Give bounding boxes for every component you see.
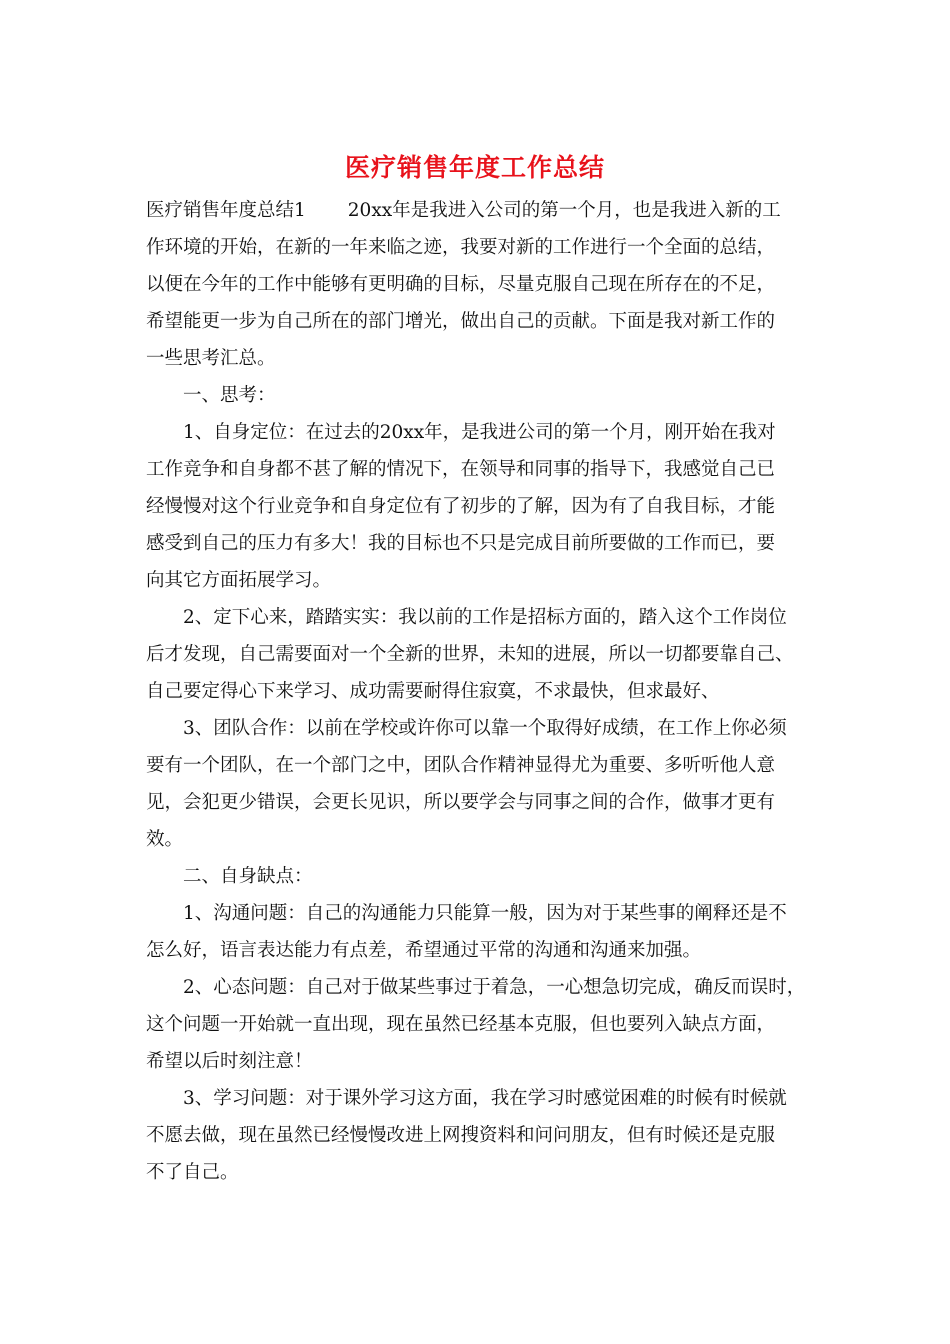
paragraph-line: 3、学习问题：对于课外学习这方面，我在学习时感觉困难的时候有时候就 xyxy=(183,1088,787,1109)
paragraph-line: 要有一个团队，在一个部门之中，团队合作精神显得尤为重要、多听听他人意 xyxy=(146,755,776,776)
section-heading: 一、思考： xyxy=(183,385,276,406)
paragraph-line: 向其它方面拓展学习。 xyxy=(146,570,332,591)
paragraph-line: 希望能更一步为自己所在的部门增光，做出自己的贡献。下面是我对新工作的 xyxy=(146,311,776,332)
paragraph-line: 以便在今年的工作中能够有更明确的目标，尽量克服自己现在所存在的不足， xyxy=(146,274,776,295)
paragraph-line: 见，会犯更少错误，会更长见识，所以要学会与同事之间的合作，做事才更有 xyxy=(146,792,776,813)
paragraph-line: 2、定下心来，踏踏实实：我以前的工作是招标方面的，踏入这个工作岗位 xyxy=(183,607,787,628)
section-heading: 二、自身缺点： xyxy=(183,866,313,887)
paragraph-line: 希望以后时刻注意！ xyxy=(146,1051,313,1072)
paragraph-line: 经慢慢对这个行业竞争和自身定位有了初步的了解，因为有了自我目标，才能 xyxy=(146,496,776,517)
intro-text: 20xx年是我进入公司的第一个月，也是我进入新的工 xyxy=(347,200,781,221)
paragraph-line: 1、沟通问题：自己的沟通能力只能算一般，因为对于某些事的阐释还是不 xyxy=(183,903,787,924)
intro-label: 医疗销售年度总结1 xyxy=(146,200,306,221)
paragraph-line: 后才发现，自己需要面对一个全新的世界，未知的进展，所以一切都要靠自己、 xyxy=(146,644,794,665)
paragraph-line: 怎么好，语言表达能力有点差，希望通过平常的沟通和沟通来加强。 xyxy=(146,940,702,961)
document-title: 医疗销售年度工作总结 xyxy=(344,153,605,182)
paragraph-line: 一些思考汇总。 xyxy=(146,348,276,369)
paragraph-line: 工作竞争和自身都不甚了解的情况下，在领导和同事的指导下，我感觉自己已 xyxy=(146,459,776,480)
paragraph-line: 不愿去做，现在虽然已经慢慢改进上网搜资料和问问朋友，但有时候还是克服 xyxy=(146,1125,776,1146)
paragraph-line xyxy=(146,196,781,226)
paragraph-line: 这个问题一开始就一直出现，现在虽然已经基本克服，但也要列入缺点方面， xyxy=(146,1014,776,1035)
paragraph-line: 自己要定得心下来学习、成功需要耐得住寂寞，不求最快，但求最好、 xyxy=(146,681,720,702)
paragraph-line: 3、团队合作：以前在学校或许你可以靠一个取得好成绩，在工作上你必须 xyxy=(183,718,787,739)
paragraph-line: 作环境的开始，在新的一年来临之迹，我要对新的工作进行一个全面的总结， xyxy=(146,237,776,258)
paragraph-line: 2、心态问题：自己对于做某些事过于着急，一心想急切完成，确反而误时， xyxy=(183,977,806,998)
paragraph-line: 不了自己。 xyxy=(146,1162,239,1183)
paragraph-line: 感受到自己的压力有多大！我的目标也不只是完成目前所要做的工作而已，要 xyxy=(146,533,776,554)
paragraph-line: 1、自身定位：在过去的20xx年，是我进公司的第一个月，刚开始在我对 xyxy=(183,422,776,443)
paragraph-line: 效。 xyxy=(146,829,184,850)
